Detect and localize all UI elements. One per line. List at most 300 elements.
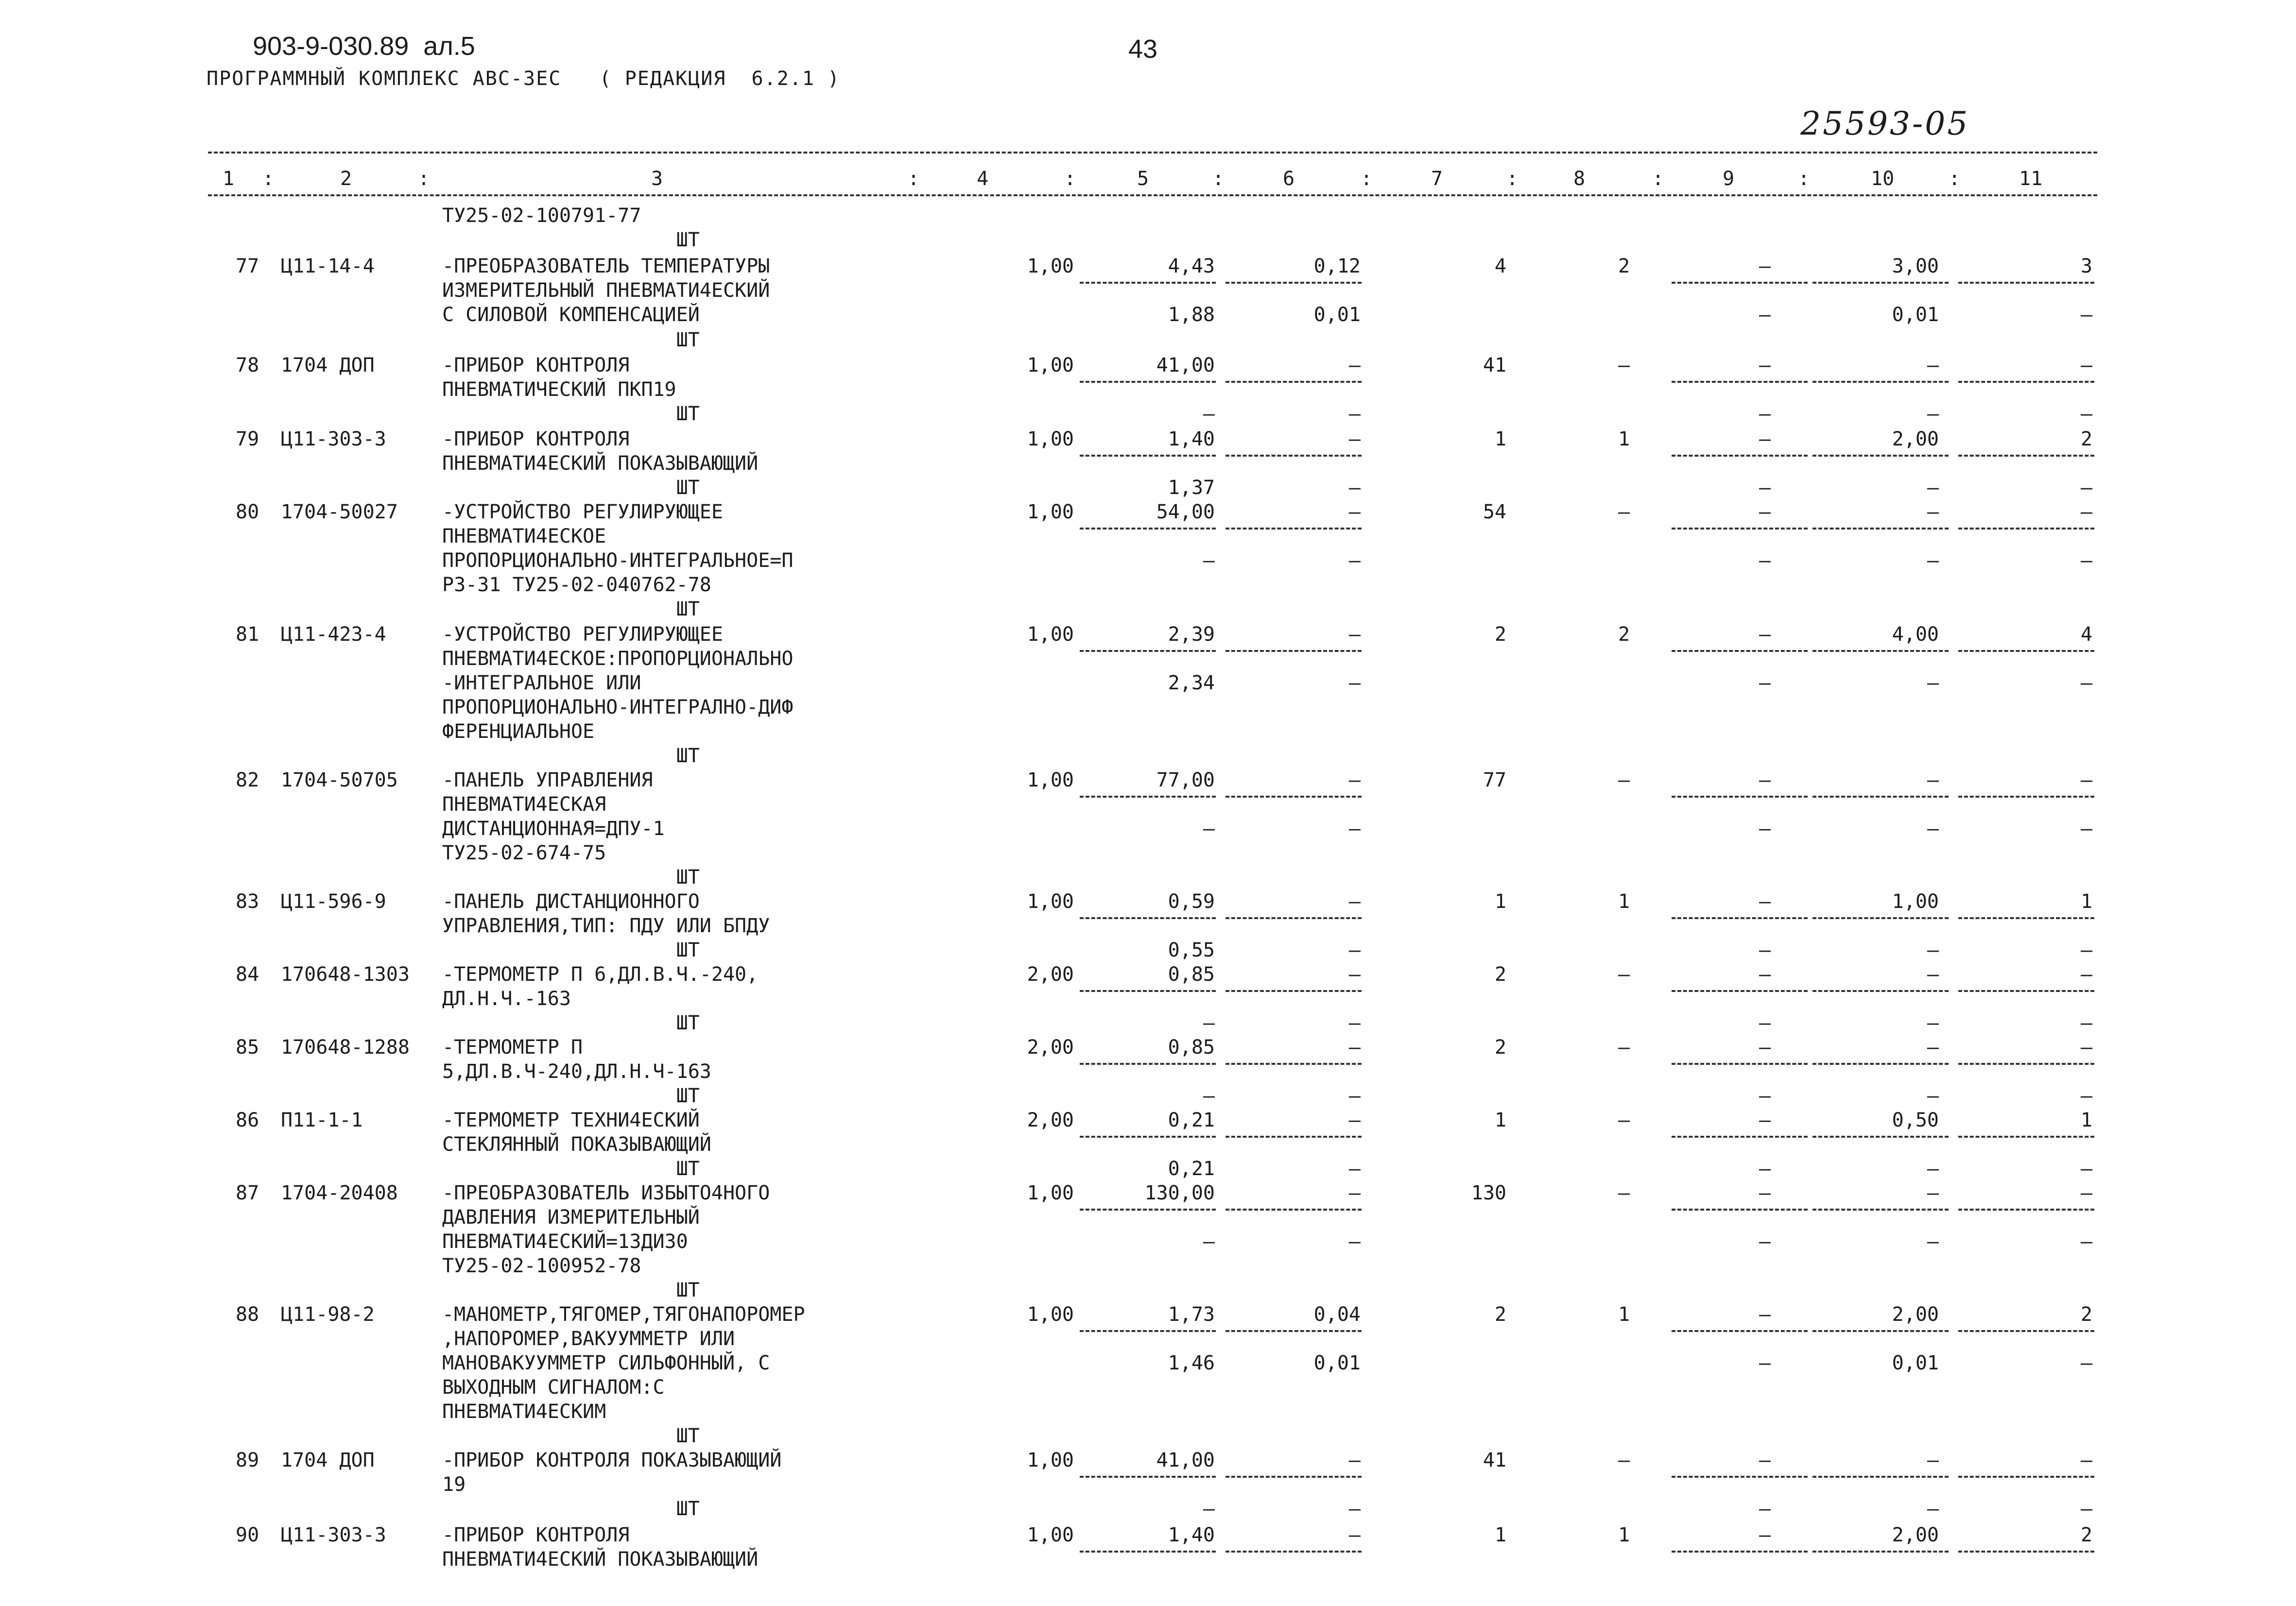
cell-col-9: – xyxy=(1759,1012,1771,1034)
cell-divider xyxy=(1226,1551,1362,1553)
cell-col-9: – xyxy=(1759,304,1771,326)
cell-col-7: 77 xyxy=(1483,769,1506,791)
column-header-5: 5 xyxy=(1137,168,1149,190)
cell-divider xyxy=(1080,990,1216,992)
cell-divider xyxy=(1226,796,1362,798)
cell-col-4: 1,00 xyxy=(1027,428,1074,450)
cell-col-8: 1 xyxy=(1618,428,1630,450)
cell-col-10: 4,00 xyxy=(1892,623,1939,646)
cell-col-10: – xyxy=(1927,1449,1939,1471)
cell-col-6: – xyxy=(1348,428,1361,450)
cell-col-11: – xyxy=(2080,672,2092,694)
cell-col-11: 2 xyxy=(2080,1303,2092,1326)
cell-col-4: 2,00 xyxy=(1027,1109,1074,1131)
column-sep: : xyxy=(1212,168,1225,190)
cell-col-9: – xyxy=(1759,1303,1771,1326)
cell-col-3: ПНЕВМАТИ4ЕСКИЙ=13ДИ30 xyxy=(442,1230,688,1253)
cell-col-5: 130,00 xyxy=(1144,1182,1215,1204)
header-rule xyxy=(208,194,2097,196)
cell-col-6: – xyxy=(1348,1036,1361,1059)
cell-col-3: МАНОВАКУУММЕТР СИЛЬФОННЫЙ, С xyxy=(442,1352,770,1374)
page-number: 43 xyxy=(1128,34,1158,64)
cell-col-6: – xyxy=(1348,769,1361,791)
column-header-1: 1 xyxy=(223,168,235,190)
cell-col-8: 1 xyxy=(1618,890,1630,913)
cell-divider xyxy=(1080,1209,1216,1211)
cell-col-10: – xyxy=(1927,963,1939,986)
cell-col-2: Ц11-98-2 xyxy=(281,1303,375,1326)
cell-col-3: ТУ25-02-100791-77 xyxy=(442,205,641,227)
cell-col-5: 1,73 xyxy=(1168,1303,1215,1326)
cell-col-6: – xyxy=(1348,1012,1361,1034)
cell-col-1: 85 xyxy=(236,1036,259,1059)
cell-col-7: 130 xyxy=(1471,1182,1506,1204)
cell-col-4: 1,00 xyxy=(1027,354,1074,376)
cell-col-2: 170648-1303 xyxy=(281,963,410,986)
cell-col-5: 2,39 xyxy=(1168,623,1215,646)
cell-col-3: ШТ xyxy=(442,403,700,425)
cell-divider xyxy=(1226,455,1362,457)
cell-divider xyxy=(1672,990,1808,992)
column-header-9: 9 xyxy=(1723,168,1735,190)
cell-divider xyxy=(1080,1330,1216,1332)
cell-col-9: – xyxy=(1759,354,1771,376)
cell-divider xyxy=(1080,1136,1216,1138)
cell-col-7: 1 xyxy=(1494,1524,1506,1546)
cell-col-11: – xyxy=(2080,818,2092,840)
cell-col-10: – xyxy=(1927,769,1939,791)
cell-col-6: 0,12 xyxy=(1313,255,1361,277)
cell-col-5: 77,00 xyxy=(1156,769,1215,791)
cell-divider xyxy=(1813,650,1949,652)
cell-col-10: – xyxy=(1927,1230,1939,1253)
cell-col-2: 1704-20408 xyxy=(281,1182,398,1204)
cell-divider xyxy=(1813,1551,1949,1553)
cell-col-3: ИЗМЕРИТЕЛЬНЫЙ ПНЕВМАТИ4ЕСКИЙ xyxy=(442,279,770,302)
cell-col-8: – xyxy=(1618,1449,1630,1471)
cell-col-3: ДИСТАНЦИОННАЯ=ДПУ-1 xyxy=(442,818,665,840)
column-header-3: 3 xyxy=(651,168,663,190)
cell-col-3: ТУ25-02-674-75 xyxy=(442,842,606,864)
cell-col-2: П11-1-1 xyxy=(281,1109,363,1131)
cell-col-8: 2 xyxy=(1618,255,1630,277)
cell-col-5: 0,59 xyxy=(1168,890,1215,913)
cell-col-2: 170648-1288 xyxy=(281,1036,410,1059)
cell-divider xyxy=(1813,990,1949,992)
cell-col-4: 2,00 xyxy=(1027,963,1074,986)
cell-col-9: – xyxy=(1759,1085,1771,1107)
cell-col-11: – xyxy=(2080,1230,2092,1253)
cell-col-6: – xyxy=(1348,1498,1361,1520)
cell-col-1: 83 xyxy=(236,890,259,913)
cell-col-1: 77 xyxy=(236,255,259,277)
cell-divider xyxy=(1226,528,1362,530)
cell-col-11: 1 xyxy=(2080,1109,2092,1131)
cell-col-5: 0,85 xyxy=(1168,1036,1215,1059)
cell-divider xyxy=(1080,455,1216,457)
cell-col-11: – xyxy=(2080,1352,2092,1374)
cell-col-6: – xyxy=(1348,354,1361,376)
cell-col-10: – xyxy=(1927,1012,1939,1034)
cell-col-10: – xyxy=(1927,501,1939,523)
cell-col-6: – xyxy=(1348,818,1361,840)
cell-col-5: – xyxy=(1203,1498,1215,1520)
cell-col-7: 2 xyxy=(1494,1036,1506,1059)
cell-col-3: ШТ xyxy=(442,1085,700,1107)
cell-col-9: – xyxy=(1759,1498,1771,1520)
cell-col-3: Р3-31 ТУ25-02-040762-78 xyxy=(442,574,711,596)
cell-col-2: Ц11-303-3 xyxy=(281,428,386,450)
cell-col-9: – xyxy=(1759,1352,1771,1374)
cell-col-3: ПНЕВМАТИ4ЕСКИМ xyxy=(442,1401,606,1423)
cell-col-3: ДАВЛЕНИЯ ИЗМЕРИТЕЛЬНЫЙ xyxy=(442,1206,700,1229)
column-sep: : xyxy=(1949,168,1961,190)
cell-divider xyxy=(1226,1209,1362,1211)
cell-col-9: – xyxy=(1759,255,1771,277)
cell-divider xyxy=(1958,381,2094,383)
cell-divider xyxy=(1813,1209,1949,1211)
cell-col-9: – xyxy=(1759,1158,1771,1180)
cell-col-8: – xyxy=(1618,501,1630,523)
cell-col-9: – xyxy=(1759,549,1771,572)
cell-col-5: – xyxy=(1203,1230,1215,1253)
cell-col-11: – xyxy=(2080,1182,2092,1204)
cell-col-9: – xyxy=(1759,963,1771,986)
cell-col-10: 2,00 xyxy=(1892,428,1939,450)
cell-col-3: ФЕРЕНЦИАЛЬНОЕ xyxy=(442,720,595,743)
cell-divider xyxy=(1080,1063,1216,1065)
column-sep: : xyxy=(1361,168,1373,190)
cell-divider xyxy=(1672,381,1808,383)
column-header-6: 6 xyxy=(1283,168,1295,190)
cell-col-1: 82 xyxy=(236,769,259,791)
cell-divider xyxy=(1813,381,1949,383)
cell-divider xyxy=(1958,528,2094,530)
cell-col-3: -ТЕРМОМЕТР П xyxy=(442,1036,583,1059)
cell-divider xyxy=(1672,650,1808,652)
cell-divider xyxy=(1080,381,1216,383)
cell-col-6: – xyxy=(1348,1085,1361,1107)
cell-col-4: 1,00 xyxy=(1027,1449,1074,1471)
cell-col-3: 5,ДЛ.В.Ч-240,ДЛ.Н.Ч-163 xyxy=(442,1060,711,1083)
cell-col-1: 86 xyxy=(236,1109,259,1131)
cell-col-5: 4,43 xyxy=(1168,255,1215,277)
cell-col-3: СТЕКЛЯННЫЙ ПОКАЗЫВАЮЩИЙ xyxy=(442,1133,711,1156)
cell-divider xyxy=(1672,455,1808,457)
column-header-11: 11 xyxy=(2019,168,2043,190)
cell-col-7: 4 xyxy=(1494,255,1506,277)
cell-divider xyxy=(1226,1476,1362,1478)
cell-divider xyxy=(1958,1551,2094,1553)
cell-col-7: 54 xyxy=(1483,501,1506,523)
cell-col-9: – xyxy=(1759,1036,1771,1059)
cell-divider xyxy=(1226,990,1362,992)
cell-divider xyxy=(1958,990,2094,992)
cell-col-10: – xyxy=(1927,939,1939,961)
cell-col-6: – xyxy=(1348,963,1361,986)
cell-col-3: ,НАПОРОМЕР,ВАКУУММЕТР ИЛИ xyxy=(442,1328,735,1350)
cell-col-10: – xyxy=(1927,1085,1939,1107)
column-header-2: 2 xyxy=(340,168,352,190)
cell-col-7: 2 xyxy=(1494,1303,1506,1326)
cell-col-3: ШТ xyxy=(442,229,700,251)
cell-col-10: – xyxy=(1927,1182,1939,1204)
cell-col-11: – xyxy=(2080,354,2092,376)
cell-col-3: -МАНОМЕТР,ТЯГОМЕР,ТЯГОНАПОРОМЕР xyxy=(442,1303,805,1326)
cell-col-9: – xyxy=(1759,1109,1771,1131)
cell-col-6: – xyxy=(1348,549,1361,572)
cell-col-1: 79 xyxy=(236,428,259,450)
cell-divider xyxy=(1813,455,1949,457)
cell-col-4: 1,00 xyxy=(1027,890,1074,913)
cell-col-3: ШТ xyxy=(442,1498,700,1520)
cell-col-2: 1704-50705 xyxy=(281,769,398,791)
cell-col-10: 0,01 xyxy=(1892,1352,1939,1374)
cell-col-6: 0,01 xyxy=(1313,1352,1361,1374)
cell-divider xyxy=(1080,917,1216,919)
cell-col-6: 0,04 xyxy=(1313,1303,1361,1326)
document-code: 903-9-030.89 ал.5 xyxy=(253,32,475,61)
cell-col-5: 1,40 xyxy=(1168,1524,1215,1546)
cell-col-6: – xyxy=(1348,672,1361,694)
cell-col-5: 54,00 xyxy=(1156,501,1215,523)
cell-col-5: – xyxy=(1203,818,1215,840)
cell-col-6: – xyxy=(1348,1182,1361,1204)
cell-col-2: 1704-50027 xyxy=(281,501,398,523)
cell-divider xyxy=(1672,917,1808,919)
cell-divider xyxy=(1226,1330,1362,1332)
cell-col-7: 1 xyxy=(1494,428,1506,450)
cell-divider xyxy=(1958,455,2094,457)
cell-col-3: С СИЛОВОЙ КОМПЕНСАЦИЕЙ xyxy=(442,304,700,326)
cell-divider xyxy=(1672,1209,1808,1211)
cell-col-3: -ИНТЕГРАЛЬНОЕ ИЛИ xyxy=(442,672,641,694)
cell-divider xyxy=(1958,1136,2094,1138)
cell-col-3: ПНЕВМАТИ4ЕСКАЯ xyxy=(442,793,606,816)
cell-col-10: 3,00 xyxy=(1892,255,1939,277)
cell-col-3: ШТ xyxy=(442,1158,700,1180)
cell-col-3: ДЛ.Н.Ч.-163 xyxy=(442,988,571,1010)
column-sep: : xyxy=(1506,168,1519,190)
cell-col-11: 1 xyxy=(2080,890,2092,913)
cell-col-11: – xyxy=(2080,403,2092,425)
cell-col-3: ШТ xyxy=(442,477,700,499)
cell-col-3: ШТ xyxy=(442,745,700,767)
cell-col-6: – xyxy=(1348,403,1361,425)
cell-col-8: – xyxy=(1618,1182,1630,1204)
cell-col-11: 2 xyxy=(2080,428,2092,450)
cell-col-3: ПНЕВМАТИЧЕСКИЙ ПКП19 xyxy=(442,378,676,401)
cell-col-3: ШТ xyxy=(442,1425,700,1447)
cell-col-3: ШТ xyxy=(442,329,700,351)
cell-col-8: 1 xyxy=(1618,1524,1630,1546)
cell-divider xyxy=(1672,1476,1808,1478)
cell-col-1: 78 xyxy=(236,354,259,376)
cell-col-3: ПНЕВМАТИ4ЕСКИЙ ПОКАЗЫВАЮЩИЙ xyxy=(442,1548,759,1571)
cell-col-3: ТУ25-02-100952-78 xyxy=(442,1255,641,1277)
column-header-10: 10 xyxy=(1871,168,1895,190)
cell-col-3: ПРОПОРЦИОНАЛЬНО-ИНТЕГРАЛНО-ДИФ xyxy=(442,696,794,718)
cell-col-9: – xyxy=(1759,428,1771,450)
cell-col-11: – xyxy=(2080,1449,2092,1471)
cell-divider xyxy=(1672,1330,1808,1332)
cell-col-9: – xyxy=(1759,672,1771,694)
cell-col-3: ПНЕВМАТИ4ЕСКОЕ:ПРОПОРЦИОНАЛЬНО xyxy=(442,648,794,670)
cell-divider xyxy=(1672,1551,1808,1553)
cell-divider xyxy=(1080,796,1216,798)
cell-col-5: 1,46 xyxy=(1168,1352,1215,1374)
cell-col-3: ШТ xyxy=(442,1012,700,1034)
column-sep: : xyxy=(1798,168,1810,190)
cell-col-5: – xyxy=(1203,549,1215,572)
cell-col-10: – xyxy=(1927,1498,1939,1520)
cell-col-11: – xyxy=(2080,1085,2092,1107)
cell-col-4: 1,00 xyxy=(1027,769,1074,791)
cell-col-6: 0,01 xyxy=(1313,304,1361,326)
cell-col-5: – xyxy=(1203,1012,1215,1034)
column-sep: : xyxy=(1064,168,1076,190)
cell-col-3: -ПРИБОР КОНТРОЛЯ xyxy=(442,428,630,450)
column-sep: : xyxy=(1652,168,1664,190)
cell-col-9: – xyxy=(1759,1449,1771,1471)
cell-col-10: – xyxy=(1927,403,1939,425)
handwritten-number: 25593-05 xyxy=(1800,105,1970,142)
cell-col-6: – xyxy=(1348,1449,1361,1471)
cell-col-8: – xyxy=(1618,354,1630,376)
cell-col-3: -УСТРОЙСТВО РЕГУЛИРУЮЩЕЕ xyxy=(442,623,723,646)
cell-divider xyxy=(1813,1136,1949,1138)
cell-divider xyxy=(1672,1063,1808,1065)
cell-col-11: – xyxy=(2080,963,2092,986)
cell-divider xyxy=(1958,796,2094,798)
cell-col-3: -ПАНЕЛЬ УПРАВЛЕНИЯ xyxy=(442,769,653,791)
cell-col-1: 81 xyxy=(236,623,259,646)
cell-col-5: 41,00 xyxy=(1156,354,1215,376)
cell-col-3: 19 xyxy=(442,1473,466,1496)
cell-col-11: – xyxy=(2080,1158,2092,1180)
cell-col-3: -ПРЕОБРАЗОВАТЕЛЬ ИЗБЫТО4НОГО xyxy=(442,1182,770,1204)
cell-col-9: – xyxy=(1759,501,1771,523)
cell-divider xyxy=(1813,1476,1949,1478)
cell-col-8: 2 xyxy=(1618,623,1630,646)
cell-divider xyxy=(1080,528,1216,530)
cell-col-8: – xyxy=(1618,1109,1630,1131)
cell-col-5: 2,34 xyxy=(1168,672,1215,694)
cell-col-10: – xyxy=(1927,1158,1939,1180)
cell-col-4: 1,00 xyxy=(1027,1303,1074,1326)
cell-divider xyxy=(1958,1209,2094,1211)
cell-divider xyxy=(1226,381,1362,383)
cell-col-1: 90 xyxy=(236,1524,259,1546)
cell-col-11: 3 xyxy=(2080,255,2092,277)
cell-col-9: – xyxy=(1759,1230,1771,1253)
cell-col-4: 1,00 xyxy=(1027,1182,1074,1204)
cell-col-7: 1 xyxy=(1494,1109,1506,1131)
cell-divider xyxy=(1813,528,1949,530)
cell-divider xyxy=(1226,917,1362,919)
cell-col-4: 1,00 xyxy=(1027,255,1074,277)
cell-col-3: -ПРИБОР КОНТРОЛЯ ПОКАЗЫВАЮЩИЙ xyxy=(442,1449,782,1471)
cell-divider xyxy=(1813,282,1949,284)
column-header-8: 8 xyxy=(1573,168,1586,190)
cell-col-3: ПРОПОРЦИОНАЛЬНО-ИНТЕГРАЛЬНОЕ=П xyxy=(442,549,794,572)
cell-col-9: – xyxy=(1759,623,1771,646)
cell-col-3: ШТ xyxy=(442,1279,700,1301)
cell-col-10: – xyxy=(1927,672,1939,694)
cell-col-5: 0,21 xyxy=(1168,1158,1215,1180)
cell-divider xyxy=(1226,282,1362,284)
cell-col-8: – xyxy=(1618,769,1630,791)
cell-divider xyxy=(1958,917,2094,919)
cell-col-5: 1,40 xyxy=(1168,428,1215,450)
cell-col-5: 0,85 xyxy=(1168,963,1215,986)
program-title: ПРОГРАММНЫЙ КОМПЛЕКС АВС-3ЕС ( РЕДАКЦИЯ 6.2.1 ) xyxy=(207,68,841,90)
cell-divider xyxy=(1813,1063,1949,1065)
cell-divider xyxy=(1958,650,2094,652)
column-header-7: 7 xyxy=(1431,168,1443,190)
cell-col-2: Ц11-14-4 xyxy=(281,255,375,277)
cell-col-6: – xyxy=(1348,1109,1361,1131)
cell-col-3: -ПРЕОБРАЗОВАТЕЛЬ ТЕМПЕРАТУРЫ xyxy=(442,255,770,277)
cell-col-11: – xyxy=(2080,1012,2092,1034)
cell-col-10: 2,00 xyxy=(1892,1524,1939,1546)
cell-col-9: – xyxy=(1759,818,1771,840)
cell-col-1: 88 xyxy=(236,1303,259,1326)
cell-divider xyxy=(1958,1330,2094,1332)
cell-divider xyxy=(1672,282,1808,284)
cell-divider xyxy=(1080,1551,1216,1553)
cell-col-10: 1,00 xyxy=(1892,890,1939,913)
cell-divider xyxy=(1813,1330,1949,1332)
cell-divider xyxy=(1080,282,1216,284)
cell-col-6: – xyxy=(1348,1230,1361,1253)
cell-col-10: – xyxy=(1927,354,1939,376)
cell-col-4: 2,00 xyxy=(1027,1036,1074,1059)
cell-col-1: 87 xyxy=(236,1182,259,1204)
cell-col-9: – xyxy=(1759,939,1771,961)
cell-divider xyxy=(1672,528,1808,530)
cell-col-2: 1704 ДОП xyxy=(281,354,375,376)
cell-col-11: – xyxy=(2080,1036,2092,1059)
cell-col-1: 80 xyxy=(236,501,259,523)
cell-col-4: 1,00 xyxy=(1027,1524,1074,1546)
cell-col-2: 1704 ДОП xyxy=(281,1449,375,1471)
cell-col-4: 1,00 xyxy=(1027,623,1074,646)
cell-col-2: Ц11-423-4 xyxy=(281,623,386,646)
column-sep: : xyxy=(418,168,430,190)
cell-col-10: 2,00 xyxy=(1892,1303,1939,1326)
cell-col-9: – xyxy=(1759,1524,1771,1546)
cell-col-9: – xyxy=(1759,769,1771,791)
cell-col-10: – xyxy=(1927,818,1939,840)
cell-col-9: – xyxy=(1759,1182,1771,1204)
cell-col-6: – xyxy=(1348,939,1361,961)
cell-divider xyxy=(1672,796,1808,798)
cell-col-7: 2 xyxy=(1494,623,1506,646)
cell-col-6: – xyxy=(1348,623,1361,646)
cell-divider xyxy=(1080,650,1216,652)
cell-divider xyxy=(1958,282,2094,284)
cell-col-1: 84 xyxy=(236,963,259,986)
cell-col-5: – xyxy=(1203,1085,1215,1107)
cell-col-3: ПНЕВМАТИ4ЕСКИЙ ПОКАЗЫВАЮЩИЙ xyxy=(442,452,759,475)
cell-col-8: 1 xyxy=(1618,1303,1630,1326)
cell-col-7: 2 xyxy=(1494,963,1506,986)
cell-col-7: 41 xyxy=(1483,354,1506,376)
cell-col-5: – xyxy=(1203,403,1215,425)
cell-col-3: -ТЕРМОМЕТР П 6,ДЛ.В.Ч.-240, xyxy=(442,963,759,986)
cell-col-3: ШТ xyxy=(442,939,700,961)
